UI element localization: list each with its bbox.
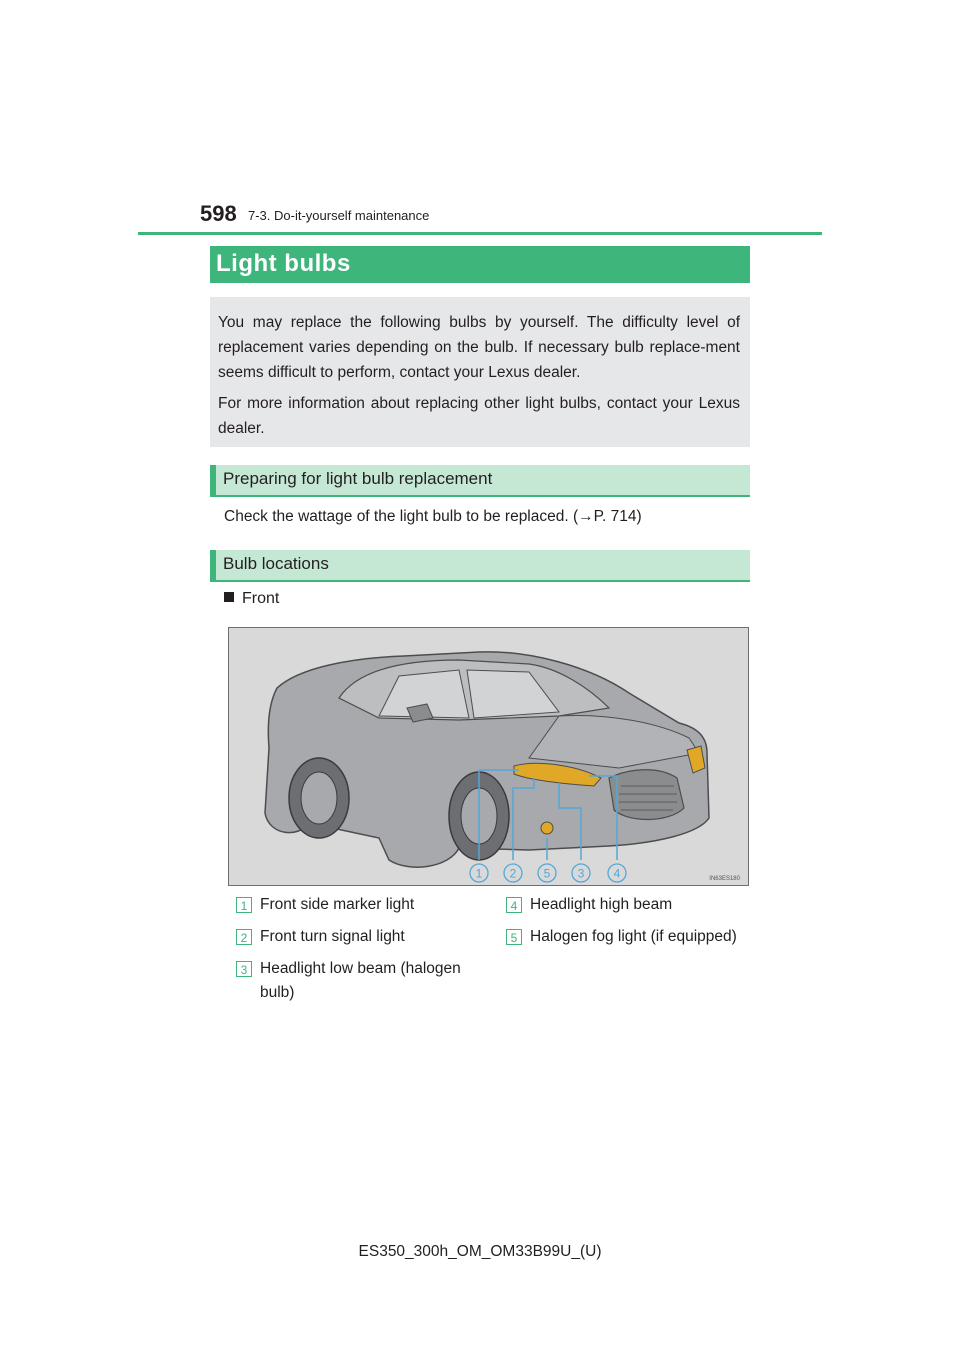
legend-text-3: Headlight low beam (halogen bulb) xyxy=(260,960,461,1001)
intro-box xyxy=(210,297,750,447)
legend-text-4: Headlight high beam xyxy=(530,896,673,913)
header-rule xyxy=(138,232,822,235)
legend-text-5: Halogen fog light (if equipped) xyxy=(530,928,737,945)
front-subheading: Front xyxy=(224,590,279,608)
legend-number-1: 1 xyxy=(236,897,252,913)
legend-number-3: 3 xyxy=(236,961,252,977)
car-front-illustration xyxy=(228,627,749,886)
illustration-code: IN63ES180 xyxy=(709,876,740,882)
legend-text-1: Front side marker light xyxy=(260,896,415,913)
legend-number-5: 5 xyxy=(506,929,522,945)
legend-item-2 xyxy=(236,925,476,949)
locations-heading-bar xyxy=(210,550,750,580)
document-footer: ES350_300h_OM_OM33B99U_(U) xyxy=(358,1243,602,1260)
preparing-heading-bar xyxy=(210,465,750,495)
legend-item-4 xyxy=(506,893,746,917)
square-bullet-icon xyxy=(224,592,234,602)
title-bar xyxy=(210,246,750,283)
legend-item-5 xyxy=(506,925,746,975)
page-number: 598 xyxy=(200,201,237,226)
callout-1: 1 xyxy=(475,866,483,881)
locations-heading: Bulb locations xyxy=(223,554,329,573)
preparing-heading: Preparing for light bulb replacement xyxy=(223,469,493,488)
callout-4: 4 xyxy=(613,866,621,881)
legend-item-3 xyxy=(236,957,476,1007)
legend-item-1 xyxy=(236,893,476,917)
legend-text-2: Front turn signal light xyxy=(260,928,405,945)
preparing-body: Check the wattage of the light bulb to be replaced. (→P. 714) xyxy=(224,508,642,525)
callout-2: 2 xyxy=(509,866,517,881)
section-name: 7-3. Do-it-yourself maintenance xyxy=(248,208,430,223)
page-title: Light bulbs xyxy=(216,250,351,277)
callout-5: 5 xyxy=(543,866,551,881)
legend-number-4: 4 xyxy=(506,897,522,913)
callout-3: 3 xyxy=(577,866,585,881)
intro-paragraph-1: You may replace the following bulbs by yourself. The difficulty level of replacement varies depending on the bulb. If necessary bulb replace-ment seems difficult to perform, contact your Lexus dealer. xyxy=(218,314,740,381)
legend-number-2: 2 xyxy=(236,929,252,945)
intro-paragraph-2: For more information about replacing other light bulbs, contact your Lexus dealer. xyxy=(218,395,740,437)
